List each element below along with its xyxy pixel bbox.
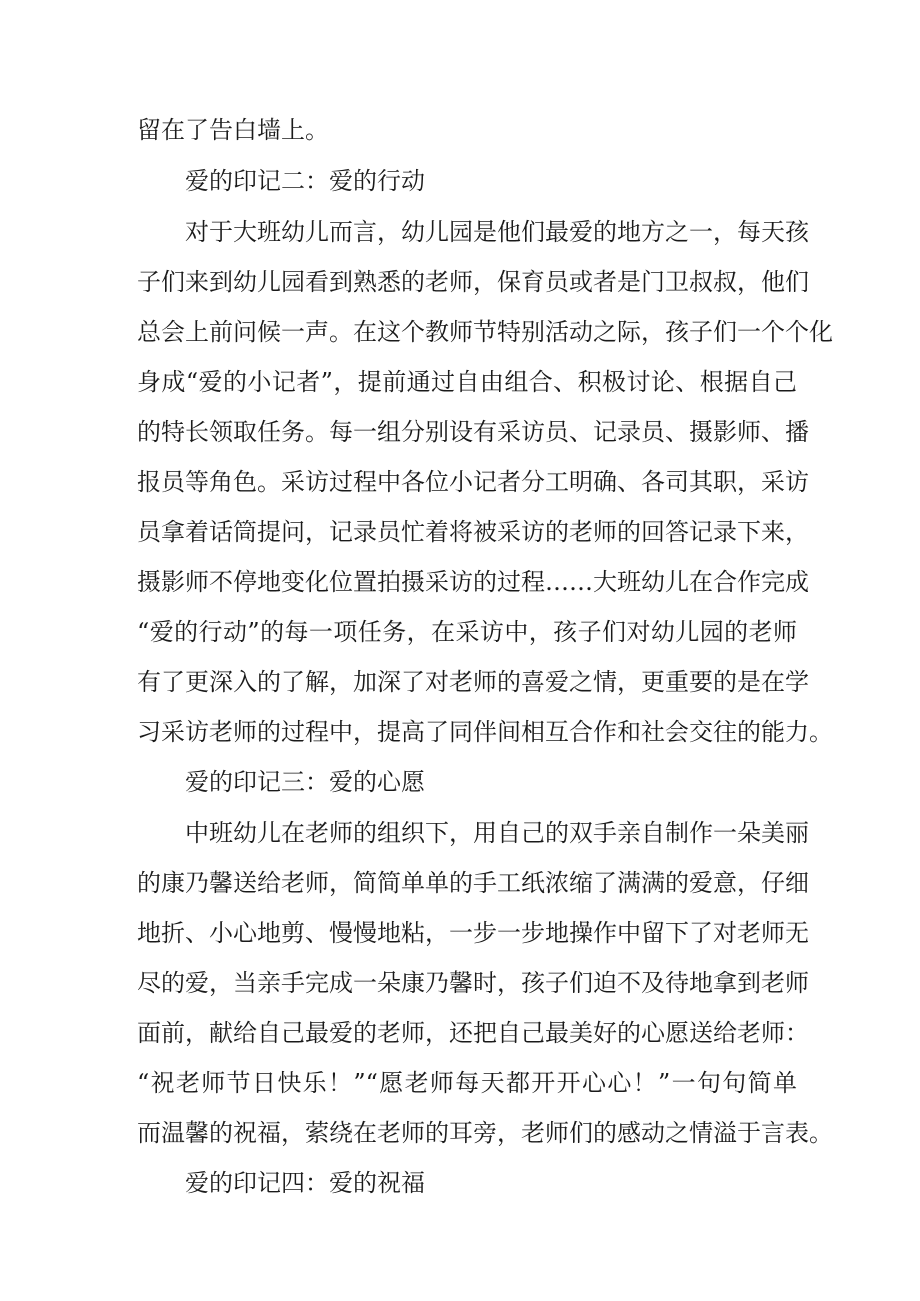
- section-heading: 爱的印记四：爱的祝福: [185, 1169, 425, 1197]
- paragraph-line: 报员等角色。采访过程中各位小记者分工明确、各司其职，采访: [137, 468, 809, 496]
- paragraph-line: 习采访老师的过程中，提高了同伴间相互合作和社会交往的能力。: [137, 718, 833, 746]
- paragraph-line: 地折、小心地剪、慢慢地粘，一步一步地操作中留下了对老师无: [137, 919, 809, 947]
- section-heading: 爱的印记三：爱的心愿: [185, 768, 425, 796]
- paragraph-line: 中班幼儿在老师的组织下，用自己的双手亲自制作一朵美丽: [185, 819, 809, 847]
- paragraph-line: 的特长领取任务。每一组分别设有采访员、记录员、摄影师、播: [137, 418, 809, 446]
- paragraph-line: 总会上前问候一声。在这个教师节特别活动之际，孩子们一个个化: [137, 318, 833, 346]
- paragraph-line: 留在了告白墙上。: [137, 116, 329, 144]
- paragraph-line: 尽的爱，当亲手完成一朵康乃馨时，孩子们迫不及待地拿到老师: [137, 969, 809, 997]
- paragraph-line: 而温馨的祝福，萦绕在老师的耳旁，老师们的感动之情溢于言表。: [137, 1119, 833, 1147]
- paragraph-line: 子们来到幼儿园看到熟悉的老师，保育员或者是门卫叔叔，他们: [137, 268, 809, 296]
- paragraph-line: 摄影师不停地变化位置拍摄采访的过程……大班幼儿在合作完成: [137, 568, 809, 596]
- paragraph-line: 有了更深入的了解，加深了对老师的喜爱之情，更重要的是在学: [137, 668, 809, 696]
- paragraph-line: “祝老师节日快乐！”“愿老师每天都开开心心！”一句句简单: [137, 1069, 797, 1097]
- paragraph-line: 对于大班幼儿而言，幼儿园是他们最爱的地方之一，每天孩: [185, 218, 809, 246]
- paragraph-line: 的康乃馨送给老师，简简单单的手工纸浓缩了满满的爱意，仔细: [137, 869, 809, 897]
- paragraph-line: 身成“爱的小记者”，提前通过自由组合、积极讨论、根据自己: [137, 368, 797, 396]
- section-heading: 爱的印记二：爱的行动: [185, 167, 425, 195]
- paragraph-line: 员拿着话筒提问，记录员忙着将被采访的老师的回答记录下来，: [137, 518, 809, 546]
- paragraph-line: “爱的行动”的每一项任务，在采访中，孩子们对幼儿园的老师: [137, 618, 797, 646]
- paragraph-line: 面前，献给自己最爱的老师，还把自己最美好的心愿送给老师：: [137, 1019, 809, 1047]
